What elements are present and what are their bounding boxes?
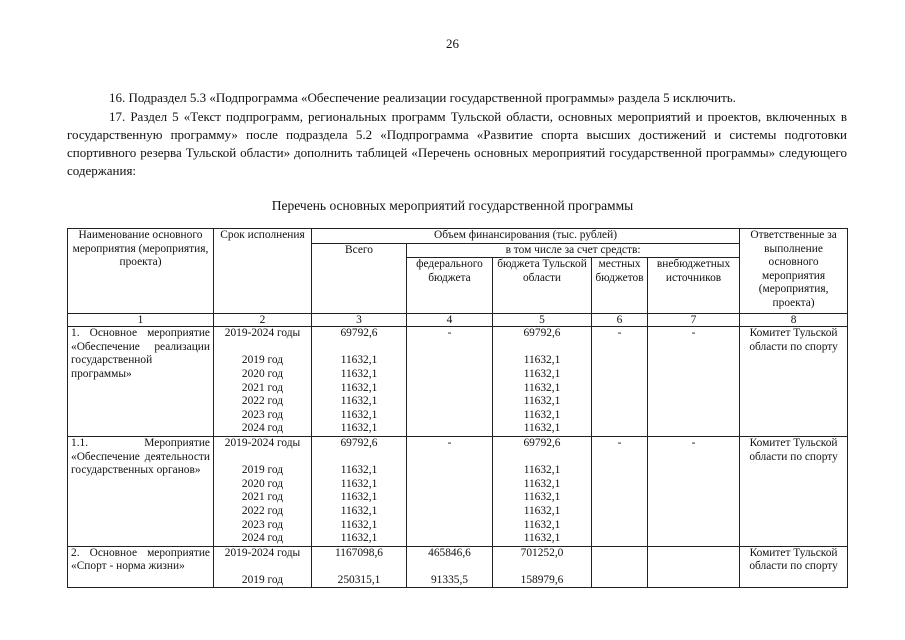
table-row xyxy=(68,546,848,588)
activity-name: 1. Основное мероприятие «Обеспечение реализации государственной программы» xyxy=(68,327,214,437)
regional-value: 11632,1 xyxy=(523,491,561,504)
period-value: 2022 год xyxy=(241,395,284,408)
header-regional: бюджета Тульской области xyxy=(493,258,592,314)
period-value: 2020 год xyxy=(241,477,284,490)
regional-value: 11632,1 xyxy=(523,504,561,517)
regional-value: 69792,6 xyxy=(523,436,561,449)
regional-value: 11632,1 xyxy=(523,518,561,531)
activity-name: 1.1. Мероприятие «Обеспечение деятельности государственных органов» xyxy=(68,436,214,546)
activities-table xyxy=(67,228,848,588)
header-name: Наименование основного мероприятия (мероприятия, проекта) xyxy=(68,229,214,314)
header-federal: федерального бюджета xyxy=(407,258,493,314)
column-number: 3 xyxy=(312,314,407,327)
total-value: 11632,1 xyxy=(340,422,378,435)
period-cell xyxy=(214,327,312,437)
regional-value: 11632,1 xyxy=(523,464,561,477)
regional-value: 11632,1 xyxy=(523,381,561,394)
total-value: 11632,1 xyxy=(340,408,378,421)
total-value: 250315,1 xyxy=(337,573,381,586)
federal-value: 91335,5 xyxy=(430,573,469,586)
regional-value: 11632,1 xyxy=(523,477,561,490)
responsible-cell: Комитет Тульской области по спорту xyxy=(740,436,848,546)
activity-name: 2. Основное мероприятие «Спорт - норма жизни» xyxy=(68,546,214,588)
total-value: 11632,1 xyxy=(340,464,378,477)
regional-cell xyxy=(493,327,592,437)
extra-cell: - xyxy=(648,436,740,546)
table-row xyxy=(68,327,848,437)
column-number: 4 xyxy=(407,314,493,327)
period-value: 2019 год xyxy=(241,464,284,477)
period-cell xyxy=(214,436,312,546)
header-extra: внебюджетных источников xyxy=(648,258,740,314)
total-cell xyxy=(312,327,407,437)
federal-cell: - xyxy=(407,436,493,546)
total-cell xyxy=(312,546,407,588)
total-value: 11632,1 xyxy=(340,518,378,531)
period-value: 2019-2024 годы xyxy=(224,327,301,340)
period-value: 2023 год xyxy=(241,408,284,421)
paragraph-17: 17. Раздел 5 «Текст подпрограмм, региональных программ Тульской области, основных мероприятий и проектов, включенных в государственную программу» после подраздела 5.2 «Подпрограмма «Развитие спорта высших достижений и системы подготовки спортивного резерва Тульской области» дополнить таблицей «Перечень основных мероприятий государственной программы» следующего содержания: xyxy=(67,109,847,178)
local-cell: - xyxy=(592,327,648,437)
responsible-cell: Комитет Тульской области по спорту xyxy=(740,327,848,437)
period-value: 2022 год xyxy=(241,504,284,517)
period-cell xyxy=(214,546,312,588)
header-including: в том числе за счет средств: xyxy=(407,243,740,258)
extra-cell xyxy=(648,546,740,588)
regional-value: 11632,1 xyxy=(523,354,561,367)
header-total: Всего xyxy=(312,243,407,314)
table-title: Перечень основных мероприятий государственной программы xyxy=(271,198,634,213)
period-value: 2019-2024 годы xyxy=(224,546,301,559)
total-value: 11632,1 xyxy=(340,504,378,517)
column-number: 8 xyxy=(740,314,848,327)
period-value: 2021 год xyxy=(241,491,284,504)
regional-value: 11632,1 xyxy=(523,367,561,380)
regional-value: 11632,1 xyxy=(523,408,561,421)
regional-value: 69792,6 xyxy=(523,327,561,340)
page-number: 26 xyxy=(446,36,459,51)
regional-cell xyxy=(493,546,592,588)
header-local: местных бюджетов xyxy=(592,258,648,314)
period-value: 2019-2024 годы xyxy=(224,436,301,449)
period-value: 2021 год xyxy=(241,381,284,394)
total-value: 69792,6 xyxy=(340,327,378,340)
period-value: 2024 год xyxy=(241,532,284,545)
federal-value: 465846,6 xyxy=(428,546,471,559)
period-value: 2019 год xyxy=(241,354,284,367)
total-value: 11632,1 xyxy=(340,395,378,408)
total-value: 11632,1 xyxy=(340,381,378,394)
header-funding: Объем финансирования (тыс. рублей) xyxy=(312,229,740,244)
total-value: 11632,1 xyxy=(340,354,378,367)
column-number: 2 xyxy=(214,314,312,327)
regional-value: 701252,0 xyxy=(520,546,564,559)
local-cell: - xyxy=(592,436,648,546)
total-value: 11632,1 xyxy=(340,477,378,490)
period-value: 2020 год xyxy=(241,367,284,380)
column-number: 5 xyxy=(493,314,592,327)
responsible-cell: Комитет Тульской области по спорту xyxy=(740,546,848,588)
paragraph-16: 16. Подраздел 5.3 «Подпрограмма «Обеспечение реализации государственной программы» раздела 5 исключить. xyxy=(109,90,736,105)
federal-cell: - xyxy=(407,327,493,437)
column-number-row xyxy=(68,314,848,327)
total-cell xyxy=(312,436,407,546)
column-number: 1 xyxy=(68,314,214,327)
period-value: 2019 год xyxy=(241,573,284,586)
column-number: 6 xyxy=(592,314,648,327)
total-value: 1167098,6 xyxy=(335,546,383,559)
table-row xyxy=(68,436,848,546)
regional-value: 11632,1 xyxy=(523,395,561,408)
total-value: 69792,6 xyxy=(340,436,378,449)
header-responsible: Ответственные за выполнение основного мероприятия (мероприятия, проекта) xyxy=(740,229,848,314)
column-number: 7 xyxy=(648,314,740,327)
period-value: 2024 год xyxy=(241,422,284,435)
total-value: 11632,1 xyxy=(340,367,378,380)
local-cell xyxy=(592,546,648,588)
extra-cell: - xyxy=(648,327,740,437)
regional-value: 11632,1 xyxy=(523,422,561,435)
regional-cell xyxy=(493,436,592,546)
period-value: 2023 год xyxy=(241,518,284,531)
total-value: 11632,1 xyxy=(340,532,378,545)
regional-value: 11632,1 xyxy=(523,532,561,545)
federal-cell xyxy=(407,546,493,588)
total-value: 11632,1 xyxy=(340,491,378,504)
regional-value: 158979,6 xyxy=(520,573,564,586)
header-period: Срок исполнения xyxy=(214,229,312,314)
